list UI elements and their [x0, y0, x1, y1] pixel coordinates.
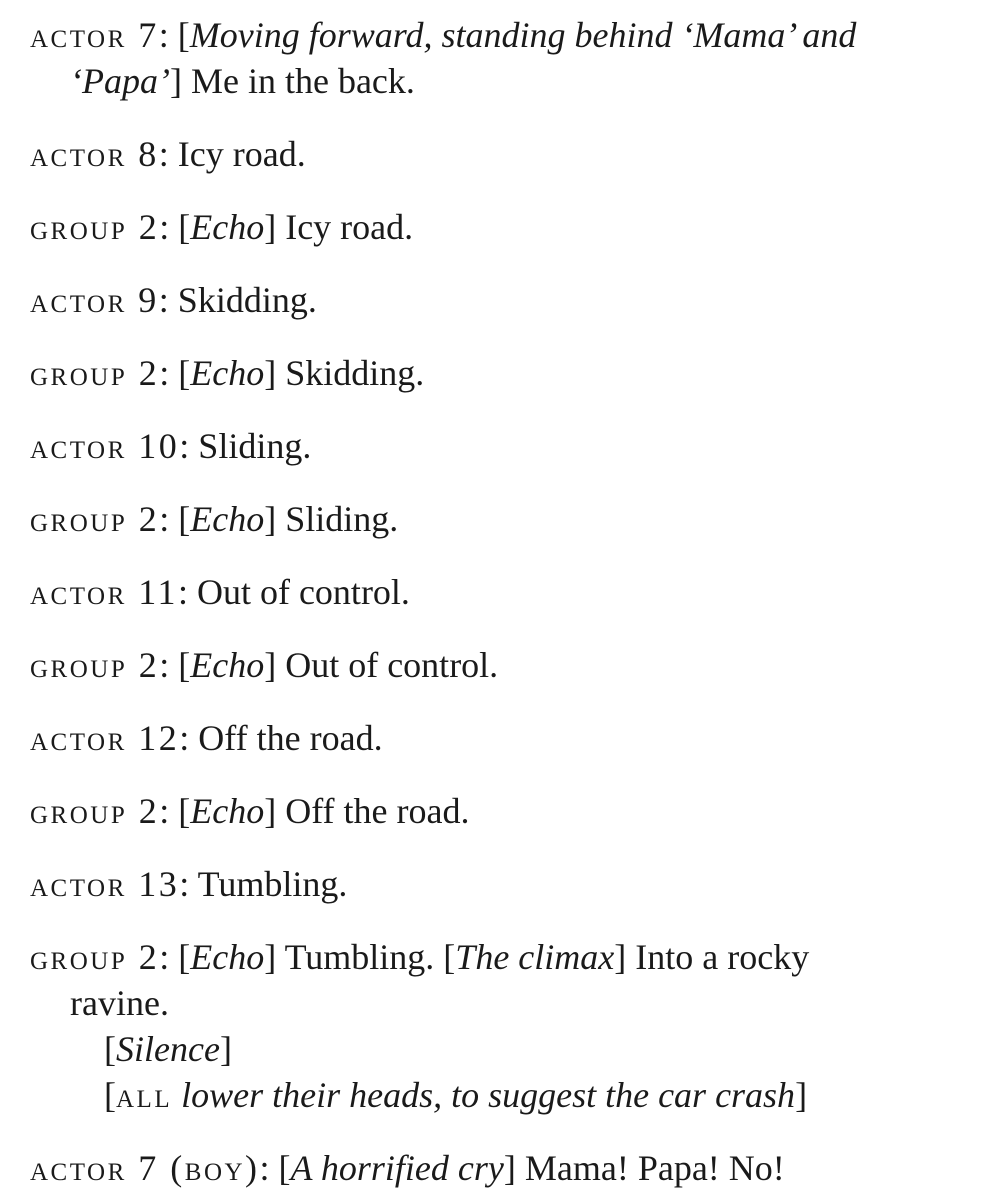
speech-text: Icy road.: [177, 134, 306, 174]
dialogue-line: group 2: [Echo] Skidding.: [30, 353, 425, 393]
stage-direction-silence: Silence: [116, 1029, 220, 1069]
speech-text: Skidding.: [177, 280, 317, 320]
speaker-name: actor 7 (boy): [30, 1148, 260, 1188]
dialogue-line: actor 9: Skidding.: [30, 280, 317, 320]
stage-direction-climax: The climax: [455, 937, 615, 977]
stage-direction: Echo: [190, 353, 265, 393]
stage-direction-caps: all: [116, 1075, 173, 1115]
speaker-name: group 2: [30, 645, 160, 685]
stage-direction-line: [all lower their heads, to suggest the car crash]: [104, 1075, 808, 1115]
stage-direction: Echo: [190, 937, 265, 977]
speech-text: Mama! Papa! No!: [524, 1148, 785, 1188]
dialogue-line: group 2: [Echo] Icy road.: [30, 207, 414, 247]
speech-text: Skidding.: [285, 353, 425, 393]
speech-text: Tumbling.: [284, 937, 435, 977]
dialogue-line: actor 13: Tumbling.: [30, 864, 348, 904]
speaker-name: actor 7: [30, 15, 159, 55]
stage-direction-text: lower their heads, to suggest the car crash: [181, 1075, 796, 1115]
dialogue-line: actor 12: Off the road.: [30, 718, 383, 758]
dialogue-line: actor 10: Sliding.: [30, 426, 312, 466]
speaker-name: group 2: [30, 207, 160, 247]
speech-text: Sliding.: [198, 426, 312, 466]
dialogue-line: actor 11: Out of control.: [30, 572, 410, 612]
stage-direction: A horrified cry: [290, 1148, 504, 1188]
dialogue-line: group 2: [Echo] Off the road.: [30, 791, 470, 831]
dialogue-line: actor 8: Icy road.: [30, 134, 306, 174]
speech-text: Sliding.: [285, 499, 399, 539]
dialogue-entry: [30, 12, 970, 104]
dialogue-line: actor 7: [Moving forward, standing behind ‘Mama’ and: [30, 15, 857, 55]
dialogue-line-continued: [30, 980, 970, 1026]
stage-direction: Moving forward, standing behind ‘Mama’ and: [189, 15, 857, 55]
speech-text: Off the road.: [285, 791, 470, 831]
speech-text: Me in the back.: [190, 61, 415, 101]
stage-direction: Echo: [190, 207, 265, 247]
speaker-name: group 2: [30, 353, 160, 393]
dialogue-line: group 2: [Echo] Out of control.: [30, 645, 499, 685]
dialogue-line: group 2: [Echo] Tumbling. [The climax] Into a rocky: [30, 937, 810, 977]
speech-text: Icy road.: [285, 207, 414, 247]
dialogue-line: group 2: [Echo] Sliding.: [30, 499, 399, 539]
speaker-name: actor 12: [30, 718, 180, 758]
script-page: [30, 12, 970, 1191]
dialogue-line: actor 7 (boy): [A horrified cry] Mama! Papa! No!: [30, 1148, 785, 1188]
stage-direction: Echo: [190, 499, 265, 539]
speaker-name: group 2: [30, 499, 160, 539]
speech-text-continued: Into a rocky: [635, 937, 810, 977]
stage-direction-continued: ‘Papa’: [70, 61, 170, 101]
speech-text-wrap: ravine.: [70, 983, 169, 1023]
speaker-name: actor 11: [30, 572, 178, 612]
speaker-name: actor 13: [30, 864, 180, 904]
speaker-name: actor 8: [30, 134, 159, 174]
speaker-name: group 2: [30, 937, 160, 977]
stage-direction: Echo: [190, 645, 265, 685]
speaker-name: actor 9: [30, 280, 159, 320]
dialogue-entry: [30, 934, 970, 1118]
speaker-name: group 2: [30, 791, 160, 831]
speech-text: Off the road.: [198, 718, 383, 758]
stage-direction: Echo: [190, 791, 265, 831]
speech-text: Out of control.: [285, 645, 499, 685]
dialogue-line-continued: ‘Papa’] Me in the back.: [70, 61, 415, 101]
speech-text: Tumbling.: [197, 864, 348, 904]
speech-text: Out of control.: [196, 572, 410, 612]
stage-direction-line: [Silence]: [104, 1029, 232, 1069]
speaker-name: actor 10: [30, 426, 180, 466]
